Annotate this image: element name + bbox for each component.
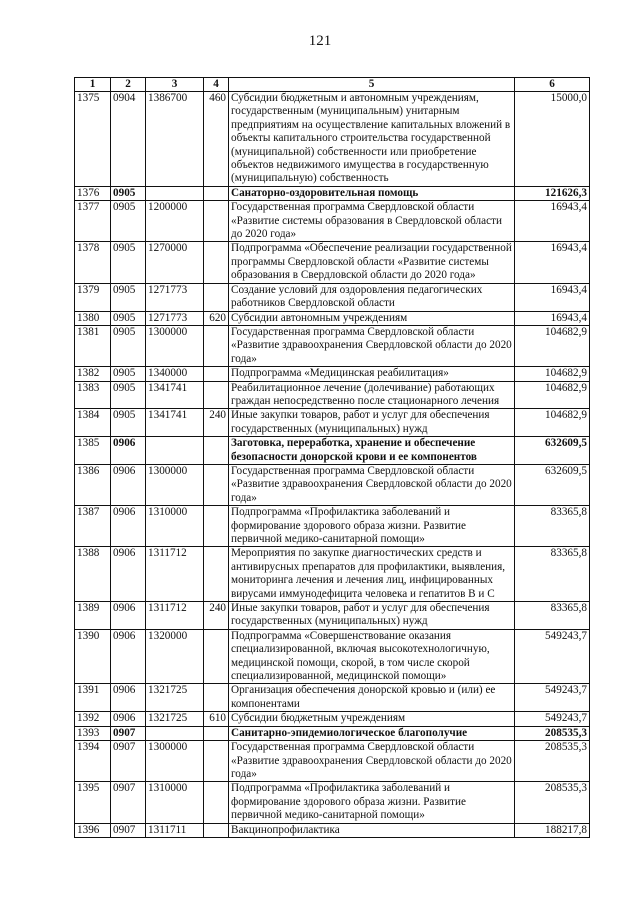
article-code: 1271773 [146, 283, 204, 311]
table-row [75, 782, 590, 823]
expense-type-code [204, 201, 229, 242]
table-row [75, 201, 590, 242]
amount: 208535,3 [515, 726, 590, 740]
expense-type-code [204, 629, 229, 684]
amount: 121626,3 [515, 186, 590, 200]
article-code: 1341741 [146, 381, 204, 409]
section-code: 0905 [111, 325, 146, 366]
row-number: 1379 [75, 283, 111, 311]
section-code: 0907 [111, 726, 146, 740]
table-row [75, 684, 590, 712]
amount: 549243,7 [515, 684, 590, 712]
amount: 83365,8 [515, 602, 590, 630]
section-code: 0905 [111, 201, 146, 242]
amount: 188217,8 [515, 823, 590, 837]
section-code: 0905 [111, 242, 146, 283]
amount: 83365,8 [515, 506, 590, 547]
description: Государственная программа Свердловской области «Развитие здравоохранения Свердловской области до 2020 года» [229, 741, 515, 782]
expense-type-code [204, 437, 229, 465]
table-row [75, 283, 590, 311]
expense-type-code [204, 464, 229, 505]
row-number: 1385 [75, 437, 111, 465]
table-row [75, 437, 590, 465]
description: Подпрограмма «Совершенствование оказания специализированной, включая высокотехнологичную, медицинской помощи, скорой, в том числе скорой специализированной, медицинской помощи» [229, 629, 515, 684]
section-code: 0906 [111, 712, 146, 726]
article-code: 1310000 [146, 506, 204, 547]
table-body [75, 92, 590, 838]
amount: 16943,4 [515, 311, 590, 325]
description: Государственная программа Свердловской области «Развитие здравоохранения Свердловской области до 2020 года» [229, 464, 515, 505]
table-row [75, 186, 590, 200]
table-row [75, 726, 590, 740]
expense-type-code [204, 782, 229, 823]
description: Санитарно-эпидемиологическое благополучие [229, 726, 515, 740]
amount: 15000,0 [515, 92, 590, 187]
article-code: 1310000 [146, 782, 204, 823]
header-col-5: 5 [229, 78, 515, 92]
amount: 83365,8 [515, 547, 590, 602]
table-row [75, 547, 590, 602]
table-row [75, 242, 590, 283]
article-code: 1341741 [146, 409, 204, 437]
description: Организация обеспечения донорской кровью и (или) ее компонентами [229, 684, 515, 712]
description: Подпрограмма «Обеспечение реализации государственной программы Свердловской области «Развитие системы образования в Свердловской области до 2020 года» [229, 242, 515, 283]
article-code: 1311711 [146, 823, 204, 837]
expense-type-code: 240 [204, 409, 229, 437]
amount: 549243,7 [515, 629, 590, 684]
amount: 104682,9 [515, 325, 590, 366]
amount: 104682,9 [515, 381, 590, 409]
article-code: 1300000 [146, 464, 204, 505]
article-code: 1320000 [146, 629, 204, 684]
description: Мероприятия по закупке диагностических средств и антивирусных препаратов для профилактики, выявления, мониторинга лечения и лечения лиц, инфицированных вирусами иммунодефицита человека и гепатитов В и С [229, 547, 515, 602]
description: Субсидии бюджетным и автономным учреждениям, государственным (муниципальным) унитарным предприятиям на осуществление капитальных вложений в объекты капитального строительства государственной (муниципальной) собственности или приобретение объектов недвижимого имущества в государственную (муниципальную) собственность [229, 92, 515, 187]
table-row [75, 464, 590, 505]
row-number: 1388 [75, 547, 111, 602]
amount: 104682,9 [515, 367, 590, 381]
section-code: 0906 [111, 464, 146, 505]
table-row [75, 409, 590, 437]
description: Реабилитационное лечение (долечивание) работающих граждан непосредственно после стационарного лечения [229, 381, 515, 409]
section-code: 0906 [111, 506, 146, 547]
row-number: 1394 [75, 741, 111, 782]
amount: 632609,5 [515, 437, 590, 465]
table-row [75, 823, 590, 837]
amount: 208535,3 [515, 782, 590, 823]
description: Государственная программа Свердловской области «Развитие системы образования в Свердловской области до 2020 года» [229, 201, 515, 242]
table-row [75, 712, 590, 726]
amount: 208535,3 [515, 741, 590, 782]
description: Государственная программа Свердловской области «Развитие здравоохранения Свердловской области до 2020 года» [229, 325, 515, 366]
expense-type-code [204, 741, 229, 782]
section-code: 0905 [111, 367, 146, 381]
row-number: 1380 [75, 311, 111, 325]
row-number: 1376 [75, 186, 111, 200]
article-code: 1321725 [146, 684, 204, 712]
section-code: 0905 [111, 186, 146, 200]
header-col-3: 3 [146, 78, 204, 92]
budget-table [74, 77, 590, 838]
description: Создание условий для оздоровления педагогических работников Свердловской области [229, 283, 515, 311]
description: Подпрограмма «Медицинская реабилитация» [229, 367, 515, 381]
section-code: 0906 [111, 547, 146, 602]
amount: 549243,7 [515, 712, 590, 726]
article-code [146, 186, 204, 200]
header-row [75, 78, 590, 92]
amount: 104682,9 [515, 409, 590, 437]
row-number: 1393 [75, 726, 111, 740]
article-code: 1200000 [146, 201, 204, 242]
table-row [75, 741, 590, 782]
expense-type-code: 610 [204, 712, 229, 726]
expense-type-code: 460 [204, 92, 229, 187]
section-code: 0907 [111, 782, 146, 823]
row-number: 1395 [75, 782, 111, 823]
description: Заготовка, переработка, хранение и обеспечение безопасности донорской крови и ее компонентов [229, 437, 515, 465]
expense-type-code: 240 [204, 602, 229, 630]
amount: 16943,4 [515, 283, 590, 311]
description: Субсидии автономным учреждениям [229, 311, 515, 325]
expense-type-code [204, 367, 229, 381]
article-code: 1271773 [146, 311, 204, 325]
description: Субсидии бюджетным учреждениям [229, 712, 515, 726]
expense-type-code [204, 726, 229, 740]
table-row [75, 92, 590, 187]
article-code: 1321725 [146, 712, 204, 726]
row-number: 1392 [75, 712, 111, 726]
article-code: 1300000 [146, 741, 204, 782]
page-number: 121 [308, 33, 332, 49]
section-code: 0905 [111, 409, 146, 437]
article-code [146, 726, 204, 740]
expense-type-code [204, 242, 229, 283]
expense-type-code [204, 506, 229, 547]
description: Вакцинопрофилактика [229, 823, 515, 837]
section-code: 0905 [111, 283, 146, 311]
table-row [75, 367, 590, 381]
description: Подпрограмма «Профилактика заболеваний и формирование здорового образа жизни. Развитие первичной медико-санитарной помощи» [229, 782, 515, 823]
table-row [75, 602, 590, 630]
row-number: 1396 [75, 823, 111, 837]
row-number: 1386 [75, 464, 111, 505]
amount: 16943,4 [515, 242, 590, 283]
section-code: 0906 [111, 629, 146, 684]
article-code: 1270000 [146, 242, 204, 283]
expense-type-code [204, 186, 229, 200]
description: Иные закупки товаров, работ и услуг для обеспечения государственных (муниципальных) нужд [229, 602, 515, 630]
expense-type-code: 620 [204, 311, 229, 325]
amount: 16943,4 [515, 201, 590, 242]
section-code: 0905 [111, 381, 146, 409]
row-number: 1375 [75, 92, 111, 187]
row-number: 1390 [75, 629, 111, 684]
article-code: 1311712 [146, 602, 204, 630]
expense-type-code [204, 381, 229, 409]
article-code: 1340000 [146, 367, 204, 381]
section-code: 0904 [111, 92, 146, 187]
row-number: 1382 [75, 367, 111, 381]
section-code: 0905 [111, 311, 146, 325]
section-code: 0906 [111, 437, 146, 465]
section-code: 0907 [111, 823, 146, 837]
article-code: 1300000 [146, 325, 204, 366]
expense-type-code [204, 283, 229, 311]
header-col-6: 6 [515, 78, 590, 92]
expense-type-code [204, 547, 229, 602]
article-code: 1386700 [146, 92, 204, 187]
article-code [146, 437, 204, 465]
table-row [75, 629, 590, 684]
expense-type-code [204, 325, 229, 366]
table-row [75, 506, 590, 547]
table-row [75, 325, 590, 366]
expense-type-code [204, 823, 229, 837]
row-number: 1383 [75, 381, 111, 409]
article-code: 1311712 [146, 547, 204, 602]
row-number: 1384 [75, 409, 111, 437]
section-code: 0906 [111, 602, 146, 630]
section-code: 0906 [111, 684, 146, 712]
header-col-2: 2 [111, 78, 146, 92]
row-number: 1387 [75, 506, 111, 547]
description: Подпрограмма «Профилактика заболеваний и формирование здорового образа жизни. Развитие первичной медико-санитарной помощи» [229, 506, 515, 547]
header-col-4: 4 [204, 78, 229, 92]
description: Иные закупки товаров, работ и услуг для обеспечения государственных (муниципальных) нужд [229, 409, 515, 437]
row-number: 1378 [75, 242, 111, 283]
row-number: 1389 [75, 602, 111, 630]
section-code: 0907 [111, 741, 146, 782]
expense-type-code [204, 684, 229, 712]
amount: 632609,5 [515, 464, 590, 505]
row-number: 1377 [75, 201, 111, 242]
row-number: 1381 [75, 325, 111, 366]
header-col-1: 1 [75, 78, 111, 92]
row-number: 1391 [75, 684, 111, 712]
table-row [75, 311, 590, 325]
description: Санаторно-оздоровительная помощь [229, 186, 515, 200]
table-row [75, 381, 590, 409]
